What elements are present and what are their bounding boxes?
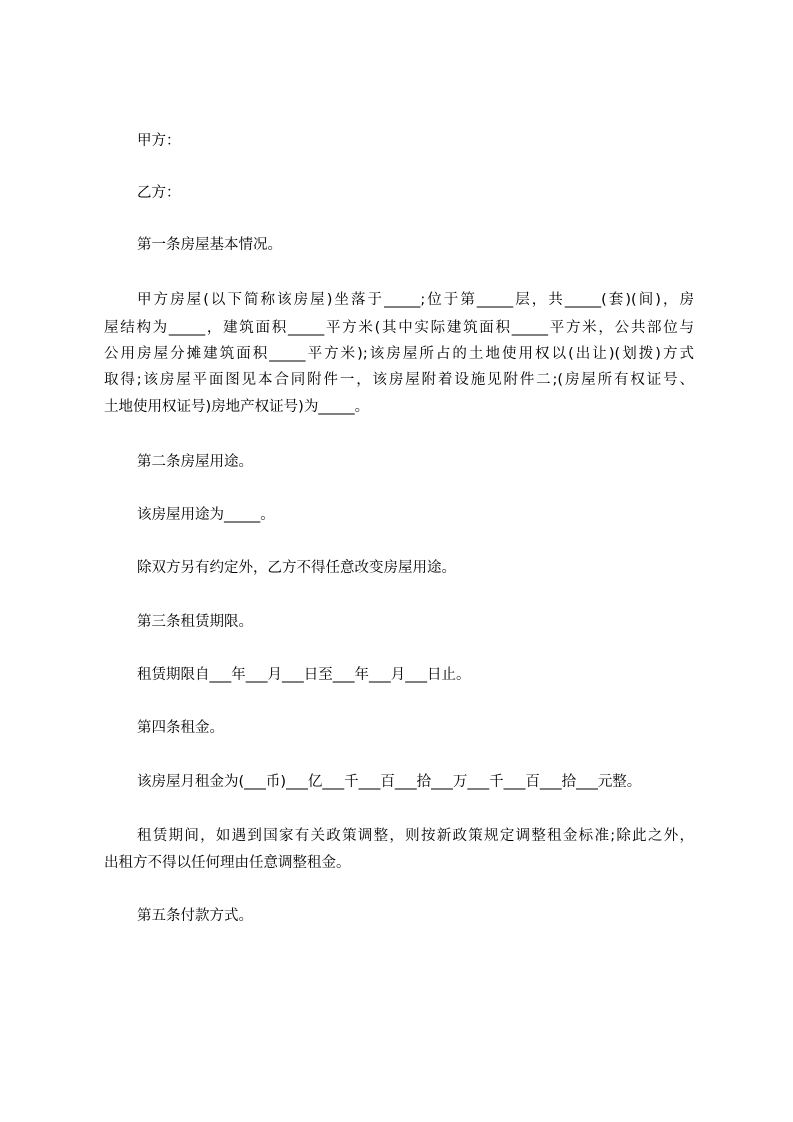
article-1-paragraph-line: 屋结构为_____，建筑面积_____平方米(其中实际建筑面积_____平方米，公共部位与 bbox=[104, 320, 694, 336]
article-1-paragraph-line: 土地使用权证号)房地产权证号)为_____。 bbox=[104, 399, 370, 415]
rent-adjustment-line: 出租方不得以任何理由任意调整租金。 bbox=[104, 855, 351, 871]
rent-adjustment-line: 租赁期间，如遇到国家有关政策调整，则按新政策规定调整租金标准;除此之外， bbox=[137, 828, 694, 844]
article-1-paragraph-line: 公用房屋分摊建筑面积_____平方米);该房屋所占的土地使用权以(出让)(划拨)方式 bbox=[104, 346, 694, 362]
lease-term-line: 租赁期限自___年___月___日至___年___月___日止。 bbox=[137, 667, 471, 683]
usage-restriction-line: 除双方另有约定外，乙方不得任意改变房屋用途。 bbox=[137, 560, 456, 576]
article-2-heading: 第二条房屋用途。 bbox=[137, 454, 253, 470]
monthly-rent-line: 该房屋月租金为(___币)___亿___千___百___拾___万___千___百___拾___元整。 bbox=[137, 774, 642, 790]
article-3-heading: 第三条租赁期限。 bbox=[137, 614, 253, 630]
party-a-label: 甲方： bbox=[137, 133, 181, 149]
article-5-heading: 第五条付款方式。 bbox=[137, 908, 253, 924]
article-1-paragraph-line: 甲方房屋(以下简称该房屋)坐落于_____;位于第_____层，共_____(套)(间)，房 bbox=[137, 292, 694, 308]
article-1-heading: 第一条房屋基本情况。 bbox=[137, 237, 282, 253]
party-b-label: 乙方： bbox=[137, 185, 181, 201]
article-1-paragraph-line: 取得;该房屋平面图见本合同附件一，该房屋附着设施见附件二;(房屋所有权证号、 bbox=[104, 372, 694, 388]
article-4-heading: 第四条租金。 bbox=[137, 720, 224, 736]
usage-line: 该房屋用途为_____。 bbox=[137, 507, 275, 523]
